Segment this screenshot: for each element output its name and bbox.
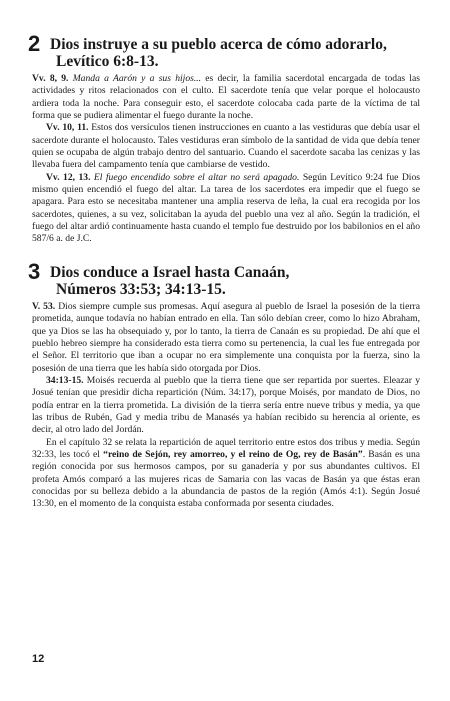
- paragraph: [32, 375, 420, 437]
- section-2: [28, 31, 420, 246]
- paragraph-text-before: En el capítulo 32 se relata la repartición de aquel territorio entre estos dos tribus y media. Según 32:33, les tocó el: [32, 436, 420, 460]
- paragraph: [32, 73, 420, 122]
- verse-reference: Vv. 8, 9.: [32, 73, 69, 84]
- paragraph-text: . Basán es una región conocida por sus hermosos campos, por su ganadería y por sus abundantes cultivos. El profeta Amós comparó a las mujeres ricas de Samaria con las vacas de Basán ya que éstas eran conocidas por su belleza debido a la abundancia de pastos de la región (Amós 4:1). Según Josué 13:30, en el momento de la conquista estaba conformada por sesenta ciudades.: [32, 448, 421, 510]
- section-3: [28, 258, 421, 511]
- paragraph: [32, 122, 420, 171]
- paragraph-text: Según Levítico 9:24 fue Dios mismo quien encendió el fuego del altar. La tarea de los sacerdotes era impedir que el fuego se apagara. Para esto se necesitaba mantener una amplia reserva de leña, la cual era recogida por los sacerdotes, quienes, a su vez, solicitaban la ayuda del pueblo una vez al año. Según la tradición, el fuego del altar ardió continuamente hasta cuando el templo fue destruido por los babilonios en el año 587/6 a. de J.C.: [32, 171, 420, 245]
- section-heading: [28, 258, 420, 298]
- section-heading: [28, 31, 420, 70]
- section-title-line-2: Números 33:53; 34:13-15.: [56, 280, 226, 298]
- verse-quote: Manda a Aarón y a sus hijos...: [72, 73, 202, 84]
- paragraph-text: Dios siempre cumple sus promesas. Aquí asegura al pueblo de Israel la posesión de la tierra prometida, aunque todavía no habían entrado en ella. Tan sólo debían creer, como lo hizo Abraham, que ya Dios se las ha obsequiado y, por lo tanto, la tierra de Canaán es su propiedad. De ahí que el pueblo hebreo siempre ha considerado esta tierra como su pertenencia, la cual les fue entregada por el Señor. El territorio que iban a ocupar no era simplemente una conquista por la fuerza, sino la posesión de una tierra que les había sido otorgada por Dios.: [32, 300, 420, 374]
- verse-reference: V. 53.: [32, 300, 56, 312]
- paragraph: [32, 437, 420, 511]
- verse-quote: El fuego encendido sobre el altar no será apagado.: [93, 171, 300, 183]
- verse-reference: Vv. 10, 11.: [46, 122, 89, 134]
- section-number: 2: [28, 31, 41, 56]
- paragraph-text: es decir, la familia sacerdotal encargada de todas las actividades y ritos relacionados con el culto. El sacerdote tenía que velar porque el holocausto ardiera toda la noche. Para conseguir esto, el sacerdote colocaba cada parte de la víctima de tal forma que se pudiera alimentar el fuego durante la noche.: [32, 73, 420, 122]
- paragraph-text: Estos dos versículos tienen instrucciones en cuanto a las vestiduras que debía usar el sacerdote durante el holocausto. Tales vestiduras eran símbolo de la santidad de vida que debía tener quien se ocupaba de algún trabajo dentro del santuario. Cuando el sacerdote sacaba las cenizas y las llevaba fuera del campamento tenía que cambiarse de vestido.: [32, 122, 420, 171]
- section-title-line-1: Dios conduce a Israel hasta Canaán,: [50, 263, 290, 281]
- paragraph-text: Moisés recuerda al pueblo que la tierra tiene que ser repartida por suertes. Eleazar y Josué tenían que presidir dicha repartición (Núm. 34:17), porque Moisés, por mandato de Dios, no podía entrar en la tierra prometida. La división de la tierra sería entre nueve tribus y media, ya que las tribus de Rubén, Gad y media tribu de Manasés ya habían recibido su herencia al oriente, es decir, al otro lado del Jordán.: [32, 374, 420, 436]
- paragraph: [32, 301, 420, 375]
- page-number: 12: [32, 653, 45, 665]
- section-number: 3: [28, 258, 41, 284]
- bold-quote: “reino de Sejón, rey amorreo, y el reino de Og, rey de Basán”: [103, 448, 363, 460]
- section-title-line-1: Dios instruye a su pueblo acerca de cómo adorarlo,: [50, 36, 387, 53]
- section-title-line-2: Levítico 6:8-13.: [56, 53, 159, 70]
- verse-reference: 34:13-15.: [46, 374, 84, 386]
- verse-reference: Vv. 12, 13.: [46, 171, 91, 183]
- paragraph: [32, 172, 420, 246]
